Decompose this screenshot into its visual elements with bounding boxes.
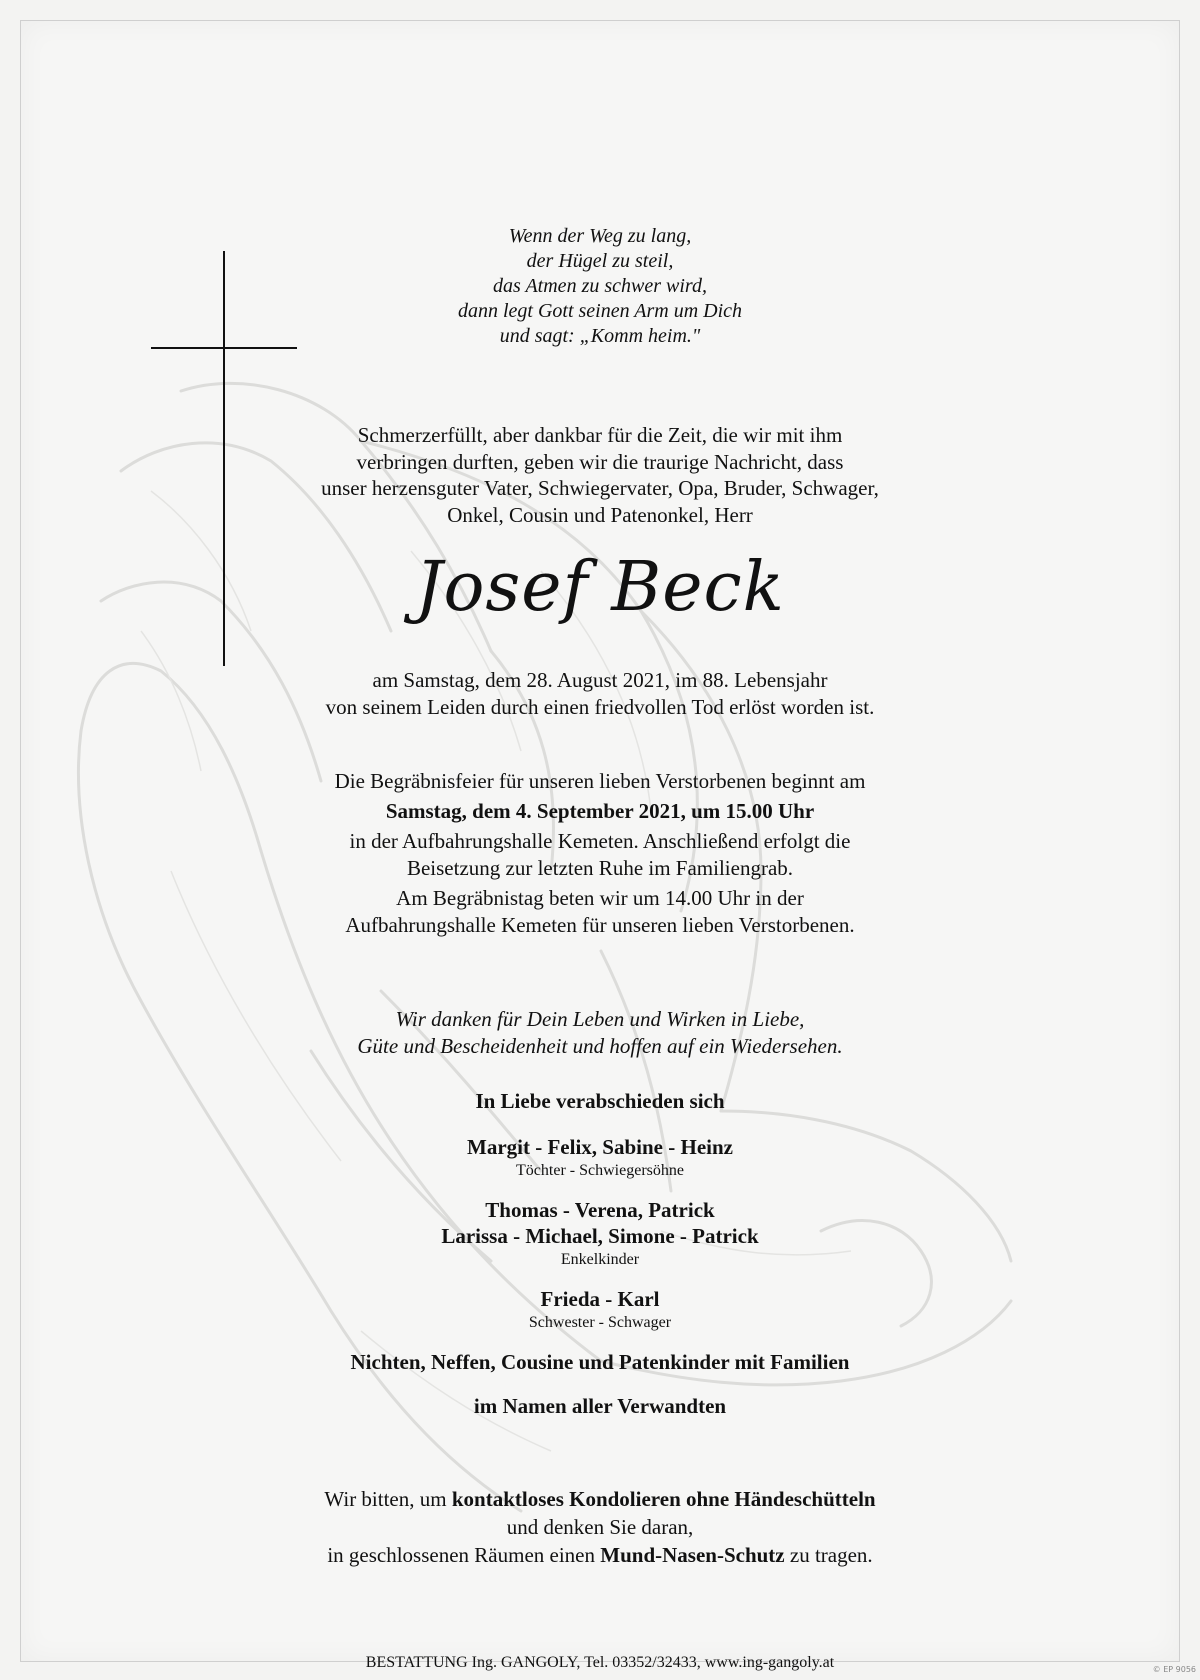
announcement-line: verbringen durften, geben wir die traurige Nachricht, dass	[356, 449, 844, 474]
poem-line: das Atmen zu schwer wird,	[493, 275, 707, 297]
relatives-line: Nichten, Neffen, Cousine und Patenkinder mit Familien	[350, 1350, 850, 1374]
thanks-line: Güte und Bescheidenheit und hoffen auf ein Wiedersehen.	[357, 1033, 843, 1058]
funeral-intro: Die Begräbnisfeier für unseren lieben Verstorbenen beginnt am	[334, 769, 866, 793]
poem-line: der Hügel zu steil,	[526, 250, 674, 272]
request-line-1: Wir bitten, um kontaktloses Kondolieren ohne Händeschütteln	[324, 1487, 876, 1511]
farewell-heading: In Liebe verabschieden sich	[475, 1089, 725, 1113]
funeral-detail: in der Aufbahrungshalle Kemeten. Anschließend erfolgt die	[349, 829, 851, 853]
mourner-names: Larissa - Michael, Simone - Patrick	[441, 1224, 759, 1248]
mourner-group	[0, 1286, 1200, 1333]
announcement	[0, 422, 1200, 528]
funeral-detail: Beisetzung zur letzten Ruhe im Familiengrab.	[406, 855, 794, 880]
mourner-relation: Töchter - Schwiegersöhne	[516, 1162, 684, 1179]
mourner-names: Margit - Felix, Sabine - Heinz	[467, 1135, 733, 1159]
template-code: © EP 9056	[1152, 1665, 1196, 1674]
thanks-text	[0, 1006, 1200, 1059]
thanks-line: Wir danken für Dein Leben und Wirken in Liebe,	[395, 1007, 805, 1031]
poem	[0, 224, 1200, 349]
poem-line: dann legt Gott seinen Arm um Dich	[457, 300, 743, 322]
request-line-2: und denken Sie daran,	[506, 1515, 694, 1539]
death-notice	[0, 667, 1200, 720]
funeral-prayer: Am Begräbnistag beten wir um 14.00 Uhr in der	[396, 886, 804, 910]
funeral-prayer: Aufbahrungshalle Kemeten für unseren lieben Verstorbenen.	[345, 912, 855, 937]
mourner-group	[0, 1197, 1200, 1270]
death-notice-line: von seinem Leiden durch einen friedvollen Tod erlöst worden ist.	[325, 694, 875, 719]
funeral-date: Samstag, dem 4. September 2021, um 15.00 Uhr	[385, 798, 815, 823]
announcement-line: unser herzensguter Vater, Schwiegervater, Opa, Bruder, Schwager,	[321, 476, 879, 500]
condolence-request	[0, 1485, 1200, 1569]
death-notice-line: am Samstag, dem 28. August 2021, im 88. Lebensjahr	[372, 668, 828, 692]
poem-line: und sagt: „Komm heim."	[499, 325, 701, 347]
request-line-3: in geschlossenen Räumen einen Mund-Nasen-Schutz zu tragen.	[327, 1543, 873, 1567]
on-behalf-line: im Namen aller Verwandten	[473, 1394, 727, 1418]
mourner-names: Thomas - Verena, Patrick	[485, 1198, 715, 1222]
announcement-line: Onkel, Cousin und Patenonkel, Herr	[447, 502, 753, 527]
mourner-group	[0, 1134, 1200, 1181]
funeral-home-footer: BESTATTUNG Ing. GANGOLY, Tel. 03352/32433, www.ing-gangoly.at	[365, 1654, 835, 1671]
announcement-line: Schmerzerfüllt, aber dankbar für die Zeit, die wir mit ihm	[357, 423, 843, 447]
mourner-relation: Schwester - Schwager	[528, 1314, 672, 1331]
poem-line: Wenn der Weg zu lang,	[508, 225, 692, 247]
deceased-name: Josef Beck	[415, 548, 785, 627]
mourner-names: Frieda - Karl	[540, 1287, 660, 1311]
mourner-relation: Enkelkinder	[560, 1251, 640, 1268]
funeral-info	[0, 768, 1200, 938]
